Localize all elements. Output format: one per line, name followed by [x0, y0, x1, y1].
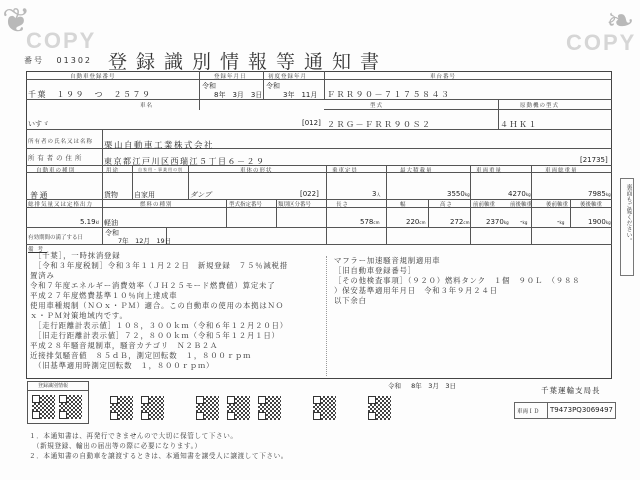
length-label: 長さ [336, 202, 350, 208]
owner-name-value: 栗山自動車工業株式会社 [104, 141, 215, 151]
length-value: 578cm [360, 218, 380, 226]
ff-axle-value: 2370kg [486, 218, 509, 226]
type-spec-label: 型式指定番号 [229, 202, 263, 208]
rf-axle-value: -kg [557, 218, 565, 226]
divider [470, 165, 471, 244]
chassis-value: ＦＲＲ９０－７１７５８４３ [327, 90, 451, 99]
divider [102, 165, 103, 199]
document-number-label: 番号 [24, 56, 44, 65]
qr-code-icon [258, 396, 281, 420]
registration-qr-label: 登録識別情報 [38, 383, 69, 389]
expiry-era: 令和 [105, 229, 119, 237]
body-label: 車体の形状 [240, 168, 273, 174]
chassis-label: 車台番号 [430, 74, 457, 80]
remark-line: ｘ・ＰＭ対策地域内です。 [30, 311, 128, 320]
remark-line: 平成２８年騒音規制車，騒音カテゴリ Ｎ２Ｂ２Ａ [30, 341, 219, 350]
fuel-value: 軽油 [104, 219, 118, 227]
reg-date-value: 8年 3月 3日 [214, 91, 263, 99]
qr-code-icon [196, 396, 219, 420]
kind-label: 自動車の種別 [36, 168, 76, 174]
owner-address-value: 東京都江戸川区西瑞江５丁目６－２９ [104, 157, 266, 166]
displacement-label: 総排気量又は定格出力 [28, 202, 94, 208]
capacity-value: 3人 [372, 190, 381, 198]
divider [498, 99, 499, 129]
divider [102, 199, 103, 244]
remark-line: 近接排気騒音値 ８５ｄＢ，測定回転数 １，８００ｒｐｍ [30, 351, 252, 360]
divider [132, 165, 133, 199]
issue-date: 令和 8年 3月 3日 [388, 382, 456, 390]
qr-code-icon [32, 395, 55, 419]
document-number-value: 01302 [56, 56, 92, 65]
reg-no-label: 自動車登録番号 [70, 74, 116, 80]
divider [102, 129, 103, 165]
remark-line: 平成２７年度燃費基準１０％向上達成車 [30, 291, 178, 300]
reg-no-value: 千葉 １９９ つ ２５７９ [28, 90, 152, 99]
car-name-label: 車名 [140, 103, 154, 109]
divider [26, 244, 612, 245]
ff-axle-label: 前前軸重 [473, 202, 496, 208]
divider [263, 71, 264, 99]
divider [386, 165, 387, 244]
divider [27, 390, 89, 391]
private-label: 自家用・事業用の別 [138, 167, 183, 172]
first-reg-label: 初度登録年月 [268, 74, 308, 80]
qr-code-icon [110, 396, 133, 420]
max-load-label: 最大積載量 [400, 168, 433, 174]
body-code: [022] [300, 190, 319, 198]
weight-label: 車両重量 [476, 168, 503, 174]
divider [547, 402, 548, 419]
side-note: 裏面もご覧ください。 [625, 184, 632, 244]
car-name-value: いすゞ [28, 120, 49, 128]
remark-line: （旧基準適用時測定回転数 １，８００ｒｐｍ） [34, 361, 215, 370]
divider [570, 199, 571, 227]
remark-line: 令和７年度エネルギー消費効率（ＪＨ２５モード燃費値）算定未了 [30, 281, 276, 290]
model-label: 型式 [370, 103, 384, 109]
watermark-left: COPY [26, 28, 97, 53]
vehicle-id-value: T9473PQ3069497 [550, 406, 613, 414]
engine-label: 原動機の型式 [520, 103, 560, 109]
qr-code-icon [368, 396, 391, 420]
remarks-right [334, 256, 580, 306]
qr-code-icon [313, 396, 336, 420]
capacity-label: 乗車定員 [332, 168, 359, 174]
issuer: 千葉運輸支局長 [541, 386, 601, 395]
remarks-left [30, 251, 288, 371]
weight-value: 4270kg [508, 190, 531, 198]
ornament-top-right: ❧ [606, 1, 635, 41]
expiry-date: 7年 12月 19日 [118, 237, 172, 245]
kind-value: 普通 [30, 191, 49, 200]
height-value: 272cm [450, 218, 470, 226]
remark-line: ［走行距離計表示値］１０８，３００ｋｍ（令和６年１２月２０日） [34, 321, 288, 330]
remark-line: 以下余白 [334, 296, 367, 305]
owner-name-label: 所有者の氏名又は名称 [28, 139, 94, 145]
qr-code-icon [141, 396, 164, 420]
rf-axle-label: 後前軸重 [546, 202, 569, 208]
remark-line: 使用車種規制（ＮＯｘ・ＰＭ）適合。この自動車の使用の本拠はＮＯ [30, 301, 284, 310]
model-code: [012] [302, 119, 321, 127]
reg-date-era: 令和 [202, 82, 216, 90]
category-label: 類別区分番号 [278, 202, 312, 208]
divider [188, 165, 189, 199]
document-number [24, 55, 92, 66]
remark-line: ）保安基準適用年月日 令和３年９月２４日 [334, 286, 498, 295]
vehicle-id-label: 車両ＩＤ [517, 409, 540, 415]
divider [324, 71, 325, 99]
remarks-label: 備考 [28, 247, 48, 253]
divider [428, 199, 429, 227]
expiry-label: 有効期間の満了する日 [28, 235, 84, 241]
owner-address-label: 所有者の住所 [28, 154, 85, 162]
qr-code-icon [227, 396, 250, 420]
engine-value: ４ＨＫ１ [500, 120, 538, 129]
first-reg-value: 3年 11月 [283, 91, 318, 99]
gross-weight-value: 7985kg [588, 190, 611, 198]
fr-axle-value: -kg [520, 218, 528, 226]
divider [226, 199, 227, 227]
remark-line: 置済み [30, 271, 55, 280]
max-load-value: 3550kg [447, 190, 470, 198]
gross-weight-label: 車両総重量 [545, 168, 578, 174]
qr-code-icon [59, 395, 82, 419]
width-label: 幅 [400, 202, 407, 208]
remark-line: ［旧走行距離計表示値］７２，８００ｋｍ（令和５年１２月１日） [34, 331, 280, 340]
remark-line: ［旧自動車登録番号］ [334, 266, 416, 275]
first-reg-era: 令和 [266, 82, 280, 90]
displacement-value: 5.19kl [80, 218, 100, 226]
private-value: 自家用 [134, 191, 155, 199]
use-value: 貨物 [104, 191, 118, 199]
divider [276, 199, 277, 227]
owner-address-code: [21735] [580, 156, 608, 164]
rr-axle-label: 後後軸重 [580, 202, 603, 208]
remark-line: ［その他検査事項］（９２０）燃料タンク １個 ９０Ｌ （９８８ [334, 276, 581, 285]
body-value: ダンプ [190, 191, 212, 199]
divider [199, 71, 200, 110]
footnote-2: ２．本通知書の自動車を譲渡するときは、本通知書を譲受人に譲渡して下さい。 [29, 452, 288, 460]
divider [324, 109, 612, 110]
document-title: 登録識別情報等通知書 [108, 51, 389, 73]
footnote-1-sub: （新規登録、輸出の届出等の際に必要になります。） [29, 442, 202, 450]
use-label: 用途 [106, 168, 120, 174]
rr-axle-value: 1900kg [588, 218, 611, 226]
remark-line: マフラー加速騒音規制適用車 [334, 256, 441, 265]
ornament-top-left: ❦ [2, 1, 31, 41]
fuel-label: 燃料の種別 [140, 202, 173, 208]
divider [326, 256, 327, 376]
watermark-right: COPY [566, 30, 637, 55]
width-value: 220cm [406, 218, 426, 226]
remark-line: ［千葉］，一時抹消登録 [34, 251, 121, 260]
fr-axle-label: 前後軸重 [510, 202, 533, 208]
reg-date-label: 登録年月日 [214, 74, 247, 80]
divider [326, 165, 327, 244]
model-value: ２ＲＧ－ＦＲＲ９０Ｓ２ [327, 120, 432, 129]
height-label: 高さ [440, 202, 454, 208]
footnote-1: １．本通知書は、再発行できませんので大切に保管して下さい。 [29, 432, 238, 440]
remark-line: ［令和３年度税制］令和３年１１月２２日 新規登録 ７５％減税措 [34, 261, 288, 270]
